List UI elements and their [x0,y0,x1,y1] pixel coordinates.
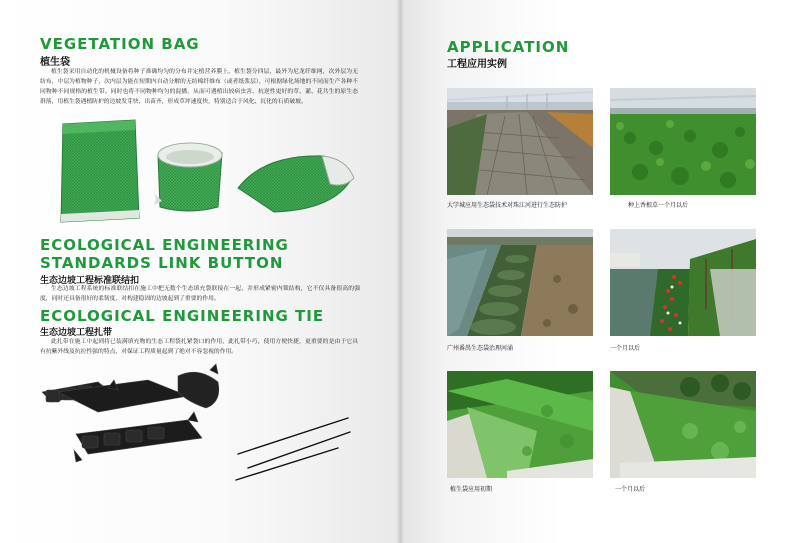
tie-description: 此扎带在施工中起到将已装满填充物的生态工程袋扎紧袋口的作用，此扎带小巧，使用方便快捷，更重要的是由于它具有抗紫外线及抗拉性强的特点，对保证工程质量起到了绝对不容忽视的作用。 [40,339,358,355]
link-button-and-tie-image [38,362,358,492]
vegetation-bag-image-open [148,135,230,215]
tie-title-cn: 生态边坡工程扎带 [40,328,113,338]
photo-vetiver-one-month [610,88,756,195]
caption-photo-3: 广州番禺生态袋治理河涌 [447,345,514,352]
tie-title: ECOLOGICAL ENGINEERING TIE [40,307,325,325]
photo-panyu-river [447,229,593,336]
link-button-description: 生态边坡工程系统的标准联结扣在施工中把无数个生态填充袋联接在一起，并形成紧密内锁结构，它不仅具备很高的强度，同时还具备很好的柔韧度，对构建稳固的边坡起到了重要的作用。 [40,286,360,302]
link-button-title-line2: STANDARDS LINK BUTTON [40,254,284,272]
page-spine [396,0,404,543]
link-button-title-line1: ECOLOGICAL ENGINEERING [40,236,289,254]
photo-vegetation-bag-initial [447,371,593,478]
caption-photo-4: 一个月以后 [610,345,641,352]
vegetation-bag-title-cn: 植生袋 [40,57,70,68]
caption-photo-2: 种上香根草一个月以后 [628,202,689,209]
vegetation-bag-image-flat [55,118,143,224]
photo-pearl-river-protection [447,88,593,195]
vegetation-bag-description: 植生袋采用自动化的机械设备将种子准确均匀的分布并定植营养膜上，植生袋分四层，最外为尼龙纤维网，次外层为无纺布，中层为植物种子，次内层为能在短期内自动分解的无纺棉纤维布（或者纸浆层），可根据绿化场地的不同而生产各种不同物种不同规格的植生带。同时也将不同物种均匀的混播，从而可遇植出较病虫害、抗逆性更好的草、灌、花共生的原生态群落，用植生袋遇植防护的边坡发芽快，出苗齐，形成草坪速度快，特别适合于风化、沉化的石质破坡。 [40,69,358,105]
photo-slope-one-month [610,371,756,478]
application-title-cn: 工程应用实例 [447,59,507,70]
caption-photo-6: 一个月以后 [615,486,646,493]
caption-photo-1: 大学城应用生态袋技术对珠江河进行生态防护 [447,202,568,209]
application-title: APPLICATION [447,38,570,56]
caption-photo-5: 植生袋应用初期 [450,486,493,493]
vegetation-bag-image-lying [234,148,359,216]
link-button-title-cn: 生态边坡工程标准联结扣 [40,276,140,286]
vegetation-bag-title: VEGETATION BAG [40,35,200,53]
photo-flowers-one-month [610,229,756,336]
